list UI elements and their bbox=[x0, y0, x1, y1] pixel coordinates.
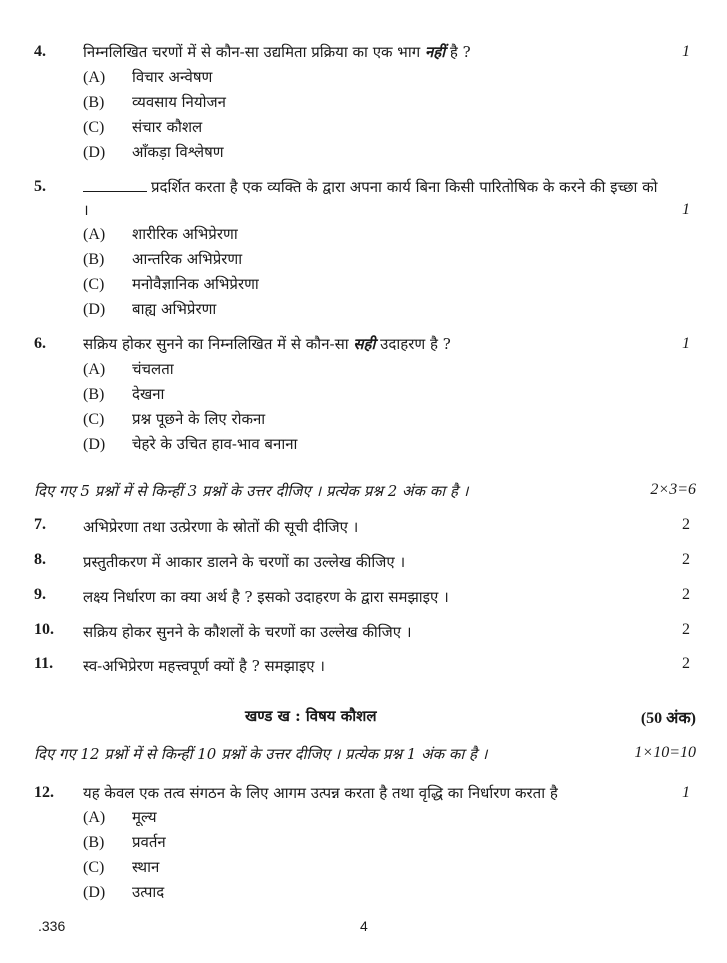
question-marks: 1 bbox=[682, 201, 690, 218]
instruction-text: दिए गए 12 प्रश्नों में से किन्हीं 10 प्रश्नों के उत्तर दीजिए । प्रत्येक प्रश्न 1 अंक का है । bbox=[34, 745, 488, 763]
option-label: (D) bbox=[83, 144, 106, 161]
question-text: प्रस्तुतीकरण में आकार डालने के चरणों का उल्लेख कीजिए । bbox=[83, 553, 406, 571]
option-text: व्यवसाय नियोजन bbox=[132, 93, 226, 111]
option bbox=[83, 357, 583, 382]
option bbox=[83, 855, 583, 880]
section-title: खण्ड ख : विषय कौशल bbox=[245, 707, 377, 725]
option bbox=[83, 115, 583, 140]
question-marks: 2 bbox=[682, 586, 690, 603]
instruction-text: दिए गए 5 प्रश्नों में से किन्हीं 3 प्रश्नों के उत्तर दीजिए । प्रत्येक प्रश्न 2 अंक का है । bbox=[34, 482, 469, 500]
question-text-part: निम्नलिखित चरणों में से कौन-सा उद्यमिता प्रक्रिया का एक भाग bbox=[83, 43, 421, 61]
question-number: 10. bbox=[34, 621, 54, 638]
option bbox=[83, 830, 583, 855]
option-text: आन्तरिक अभिप्रेरणा bbox=[132, 250, 243, 268]
option-label: (B) bbox=[83, 251, 105, 268]
option bbox=[83, 272, 583, 297]
option-label: (A) bbox=[83, 361, 106, 378]
option-label: (B) bbox=[83, 834, 105, 851]
option-label: (A) bbox=[83, 69, 106, 86]
section-marks: (50 अंक) bbox=[640, 710, 696, 727]
question-number: 11. bbox=[34, 655, 54, 672]
option-text: बाह्य अभिप्रेरणा bbox=[132, 300, 217, 318]
option bbox=[83, 90, 583, 115]
question-number: 9. bbox=[34, 586, 46, 603]
option bbox=[83, 880, 583, 905]
question-marks: 1 bbox=[682, 784, 690, 801]
option bbox=[83, 432, 583, 457]
question-marks: 1 bbox=[682, 335, 690, 352]
option-text: चेहरे के उचित हाव-भाव बनाना bbox=[132, 435, 298, 453]
question-emphasis: नहीं bbox=[424, 43, 446, 61]
question-number: 4. bbox=[34, 43, 46, 60]
option bbox=[83, 297, 583, 322]
question-text: अभिप्रेरणा तथा उत्प्रेरणा के स्रोतों की सूची दीजिए । bbox=[83, 518, 359, 536]
option bbox=[83, 140, 583, 165]
option-label: (C) bbox=[83, 859, 105, 876]
option bbox=[83, 407, 583, 432]
question-number: 6. bbox=[34, 335, 46, 352]
option-label: (B) bbox=[83, 94, 105, 111]
option bbox=[83, 247, 583, 272]
option-text: प्रश्न पूछने के लिए रोकना bbox=[132, 410, 266, 428]
question-text bbox=[83, 176, 658, 222]
question-text-part: है ? bbox=[449, 43, 471, 61]
question-number: 7. bbox=[34, 516, 46, 533]
option bbox=[83, 382, 583, 407]
option-label: (C) bbox=[83, 276, 105, 293]
option-text: प्रवर्तन bbox=[132, 833, 166, 851]
option-label: (C) bbox=[83, 411, 105, 428]
question-text-part: उदाहरण है ? bbox=[380, 335, 451, 353]
question-text-part: प्रदर्शित करता है एक व्यक्ति के द्वारा अपना कार्य बिना किसी पारितोषिक के करने की इच्छा को । bbox=[83, 178, 658, 219]
option bbox=[83, 805, 583, 830]
paper-code: .336 bbox=[38, 918, 66, 934]
question-marks: 2 bbox=[682, 551, 690, 568]
question-text bbox=[83, 333, 658, 356]
option bbox=[83, 222, 583, 247]
option-label: (A) bbox=[83, 226, 106, 243]
fill-in-blank bbox=[83, 177, 147, 192]
option-text: मनोवैज्ञानिक अभिप्रेरणा bbox=[132, 275, 259, 293]
question-text: स्व-अभिप्रेरण महत्त्वपूर्ण क्यों है ? समझाइए । bbox=[83, 657, 325, 675]
question-emphasis: सही bbox=[353, 335, 376, 353]
option bbox=[83, 65, 583, 90]
option-text: मूल्य bbox=[132, 808, 157, 826]
option-text: आँकड़ा विश्लेषण bbox=[132, 143, 224, 161]
option-text: विचार अन्वेषण bbox=[132, 68, 213, 86]
option-label: (D) bbox=[83, 301, 106, 318]
question-text: लक्ष्य निर्धारण का क्या अर्थ है ? इसको उदाहरण के द्वारा समझाइए । bbox=[83, 588, 449, 606]
option-text: उत्पाद bbox=[132, 883, 165, 901]
instruction-marks: 1×10=10 bbox=[634, 744, 696, 761]
option-label: (B) bbox=[83, 386, 105, 403]
option-text: शारीरिक अभिप्रेरणा bbox=[132, 225, 238, 243]
page-number: 4 bbox=[360, 918, 368, 934]
question-text: सक्रिय होकर सुनने के कौशलों के चरणों का उल्लेख कीजिए । bbox=[83, 623, 412, 641]
question-marks: 2 bbox=[682, 655, 690, 672]
question-text: यह केवल एक तत्व संगठन के लिए आगम उत्पन्न करता है तथा वृद्धि का निर्धारण करता है bbox=[83, 784, 558, 802]
option-text: संचार कौशल bbox=[132, 118, 203, 136]
option-label: (D) bbox=[83, 884, 106, 901]
option-text: देखना bbox=[132, 385, 165, 403]
option-label: (C) bbox=[83, 119, 105, 136]
option-label: (D) bbox=[83, 436, 106, 453]
question-number: 12. bbox=[34, 784, 54, 801]
question-marks: 1 bbox=[682, 43, 690, 60]
question-marks: 2 bbox=[682, 621, 690, 638]
option-text: स्थान bbox=[132, 858, 160, 876]
option-label: (A) bbox=[83, 809, 106, 826]
question-marks: 2 bbox=[682, 516, 690, 533]
question-number: 8. bbox=[34, 551, 46, 568]
question-text bbox=[83, 41, 658, 64]
instruction-marks: 2×3=6 bbox=[650, 481, 696, 498]
question-text-part: सक्रिय होकर सुनने का निम्नलिखित में से कौन-सा bbox=[83, 335, 349, 353]
question-number: 5. bbox=[34, 178, 46, 195]
option-text: चंचलता bbox=[132, 360, 174, 378]
